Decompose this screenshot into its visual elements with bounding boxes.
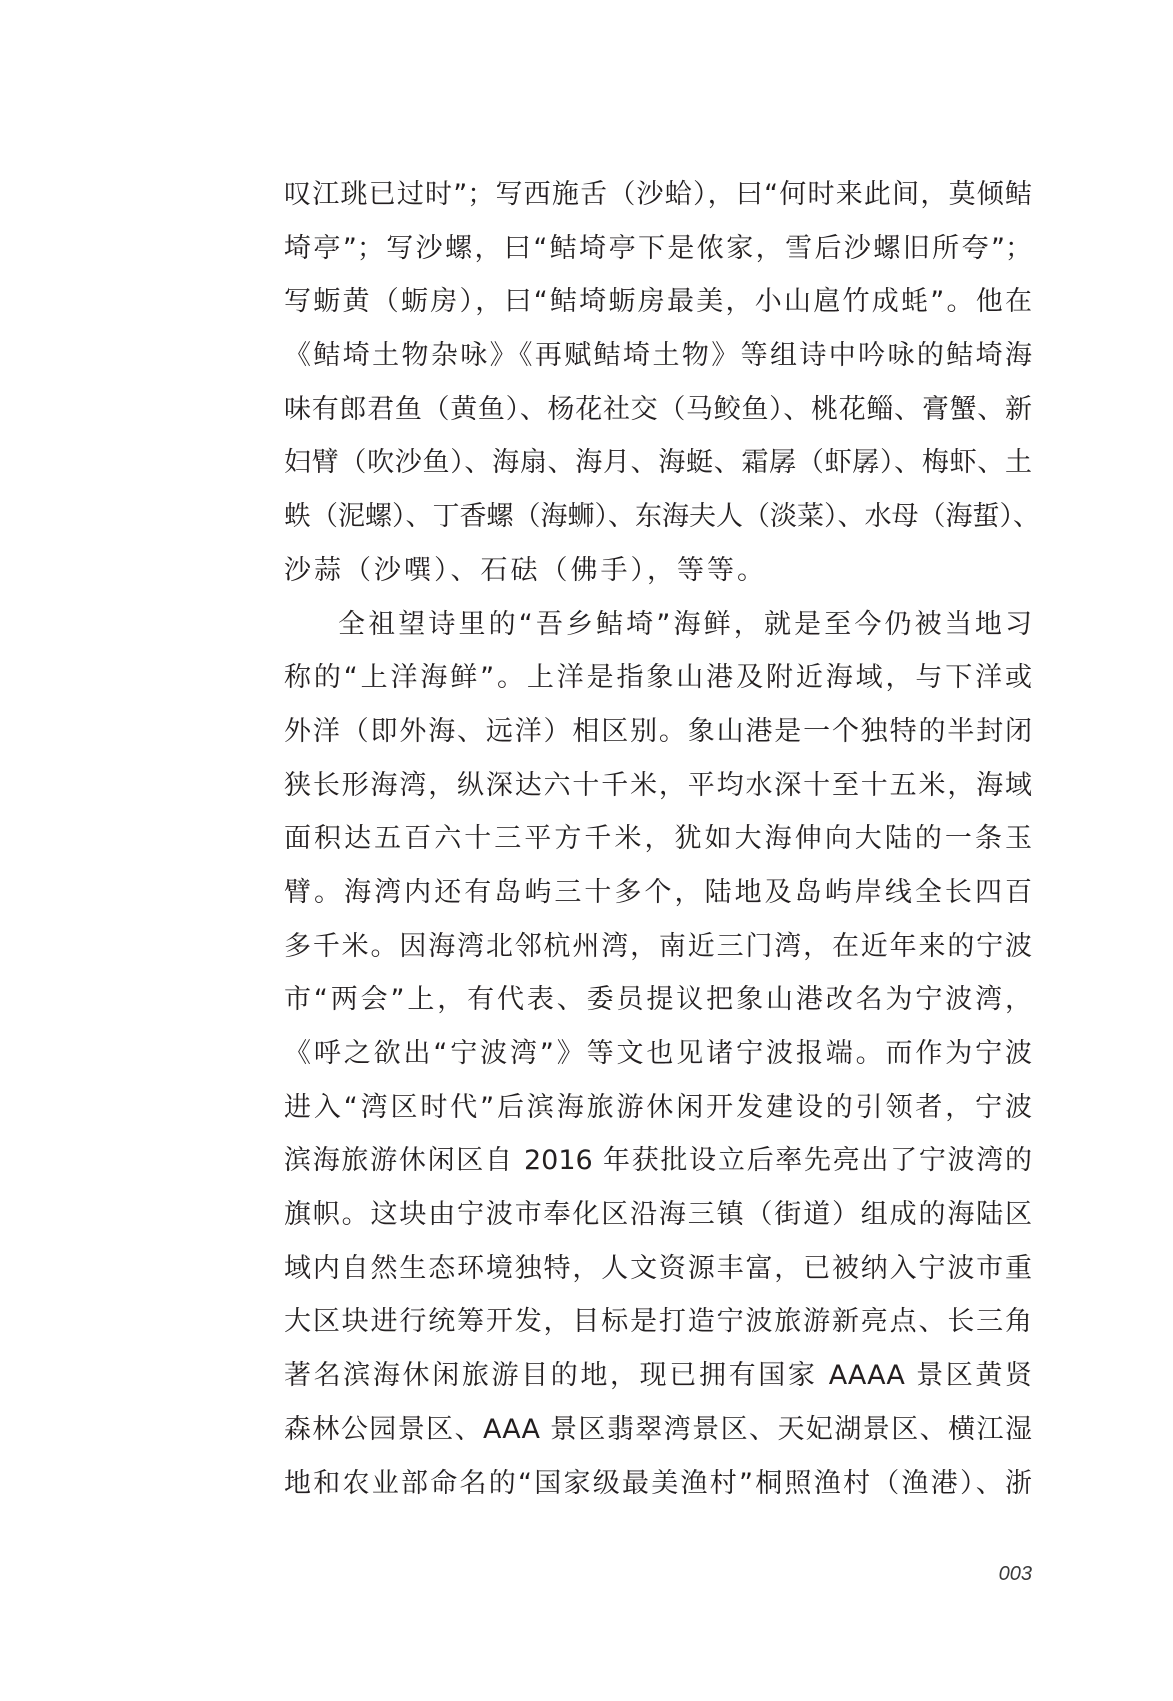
text-line: 妇臂（吹沙鱼）、海扇、海月、海蜓、霜孱（虾孱）、梅虾、土	[284, 447, 1032, 479]
text-line: 《呼之欲出“宁波湾”》等文也见诸宁波报端。而作为宁波	[284, 1038, 1032, 1069]
text-line: 写蛎黄（蛎房），曰“鲒埼蛎房最美，小山扈竹成蚝”。他在	[284, 286, 1032, 318]
text-line: 外洋（即外海、远洋）相区别。象山港是一个独特的半封闭	[284, 715, 1032, 747]
text-line: 著名滨海休闲旅游目的地，现已拥有国家 AAAA 景区黄贤	[284, 1360, 1032, 1392]
text-line: 蛈（泥螺）、丁香螺（海蛳）、东海夫人（淡菜）、水母（海蜇）、	[284, 501, 1040, 533]
text-line: 称的“上洋海鲜”。上洋是指象山港及附近海域，与下洋或	[284, 662, 1032, 694]
text-line: 埼亭”；写沙螺，曰“鲒埼亭下是侬家，雪后沙螺旧所夸”；	[284, 232, 1032, 264]
text-line: 进入“湾区时代”后滨海旅游休闲开发建设的引领者，宁波	[284, 1091, 1032, 1123]
text-line: 地和农业部命名的“国家级最美渔村”桐照渔村（渔港）、浙	[284, 1467, 1032, 1499]
text-line: 多千米。因海湾北邻杭州湾，南近三门湾，在近年来的宁波	[284, 930, 1032, 962]
page-number: 003	[998, 1563, 1032, 1585]
text-line: 市“两会”上，有代表、委员提议把象山港改名为宁波湾，	[284, 984, 1032, 1016]
text-line: 臂。海湾内还有岛屿三十多个，陆地及岛屿岸线全长四百	[284, 876, 1032, 908]
text-line: 狭长形海湾，纵深达六十千米，平均水深十至十五米，海域	[284, 769, 1032, 801]
text-line: 域内自然生态环境独特，人文资源丰富，已被纳入宁波市重	[284, 1252, 1032, 1284]
text-line: 面积达五百六十三平方千米，犹如大海伸向大陆的一条玉	[284, 823, 1032, 855]
text-line: 《鲒埼土物杂咏》《再赋鲒埼土物》等组诗中吟咏的鲒埼海	[284, 340, 1032, 372]
text-line: 旗帜。这块由宁波市奉化区沿海三镇（街道）组成的海陆区	[284, 1199, 1032, 1231]
text-line: 味有郎君鱼（黄鱼）、杨花社交（马鲛鱼）、桃花鲻、膏蟹、新	[284, 393, 1032, 425]
text-line: 沙蒜（沙噀）、石砝（佛手），等等。	[284, 554, 767, 586]
body-text	[284, 168, 1040, 1510]
text-line: 滨海旅游休闲区自 2016 年获批设立后率先亮出了宁波湾的	[284, 1145, 1032, 1177]
text-line: 森林公园景区、AAA 景区翡翠湾景区、天妃湖景区、横江湿	[284, 1413, 1032, 1445]
text-line: 全祖望诗里的“吾乡鲒埼”海鲜，就是至今仍被当地习	[338, 608, 1032, 640]
text-line: 大区块进行统筹开发，目标是打造宁波旅游新亮点、长三角	[284, 1306, 1032, 1338]
text-line: 叹江珧已过时”；写西施舌（沙蛤），曰“何时来此间，莫倾鲒	[284, 179, 1032, 210]
